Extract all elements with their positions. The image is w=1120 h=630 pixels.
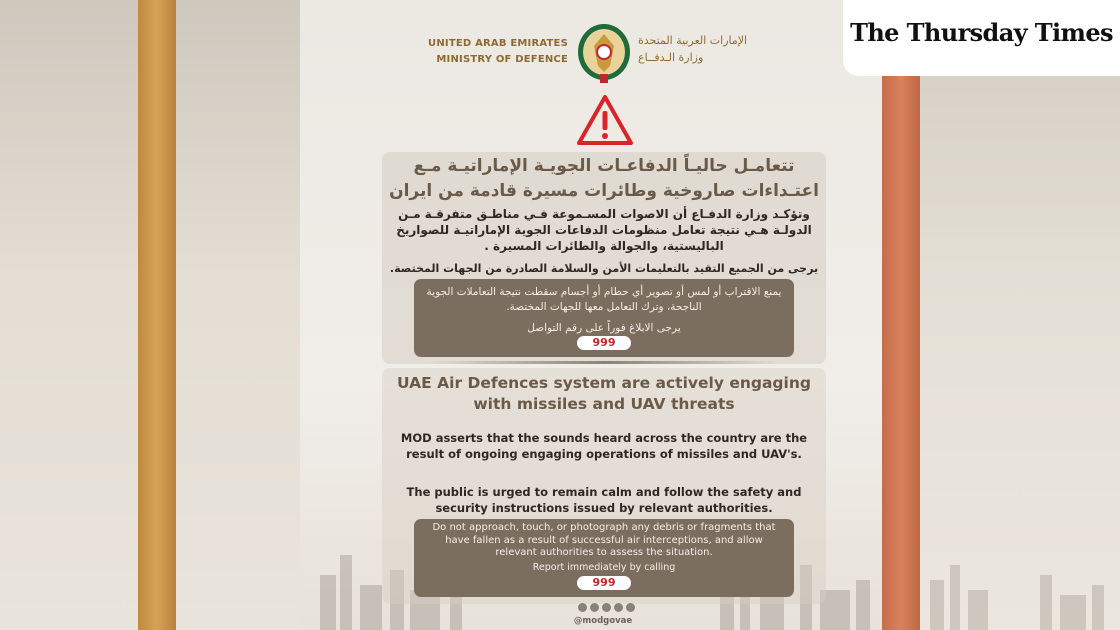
instagram-icon[interactable] (590, 603, 599, 612)
ministry-header (300, 22, 882, 92)
threads-icon[interactable] (602, 603, 611, 612)
uae-falcon-emblem (576, 22, 632, 86)
arabic-debris-warning: يمنع الاقتراب أو لمس أو تصوير أي حطام أو أجسام سقطت نتيجة التعاملات الجوية الناجحة، وترك التعامل معها للجهات المختصة. (426, 286, 782, 313)
arabic-statement: وتؤكـد وزارة الدفـاع أن الاصوات المسـموعة فـي مناطـق متفرقـة مـن الدولـة هـي نتيجة تعامل منظومات الدفاعات الجوية الإماراتيـة للصواريخ الباليستية، والجوالة والطائرات المسيرة . (396, 207, 812, 253)
publisher-masthead (843, 0, 1120, 76)
social-icons (578, 603, 635, 615)
arabic-safety-instruction: يرجى من الجميع التقيد بالتعليمات الأمن والسلامة الصادرة من الجهات المختصة. (389, 262, 819, 275)
arabic-emergency-number: 999 (577, 336, 631, 350)
english-safety-instruction: The public is urged to remain calm and follow the safety and security instructions issued by relevant authorities. (406, 485, 802, 515)
ministry-title-en: MINISTRY OF DEFENCE (436, 54, 568, 65)
copper-stripe (882, 0, 920, 630)
ministry-name-arabic (638, 32, 788, 66)
english-emergency-number: 999 (577, 576, 631, 590)
ministry-country-ar: الإمارات العربية المتحدة (638, 34, 748, 47)
english-report-text: Report immediately by calling (532, 562, 676, 573)
ministry-country-en: UNITED ARAB EMIRATES (428, 38, 568, 49)
social-handle[interactable]: @modgovae (573, 616, 633, 626)
arabic-report-text: يرجى الابلاغ فوراً على رقم التواصل (527, 322, 681, 334)
gold-stripe (138, 0, 176, 630)
youtube-icon[interactable] (626, 603, 635, 612)
english-notice-box (414, 519, 794, 597)
publisher-logo[interactable]: The Thursday Times (850, 18, 1113, 47)
facebook-icon[interactable] (614, 603, 623, 612)
x-icon[interactable] (578, 603, 587, 612)
city-skyline-right (920, 560, 1120, 630)
ministry-title-ar: وزارة الـدفــاع (638, 51, 704, 64)
arabic-headline: تتعامـل حاليـاً الدفاعـات الجويـة الإماراتيـة مـع اعتـداءات صاروخية وطائرات مسيرة قادمة من ايران (389, 156, 819, 201)
ministry-name-english (420, 36, 568, 68)
section-divider (430, 361, 780, 364)
arabic-notice-box (414, 279, 794, 357)
english-debris-warning: Do not approach, touch, or photograph any debris or fragments that have fallen as a result of successful air interceptions, and allow relevant authorities to assess the situation. (432, 522, 776, 558)
english-headline: UAE Air Defences system are actively engaging with missiles and UAV threats (397, 374, 811, 413)
english-statement: MOD asserts that the sounds heard across the country are the result of ongoing engaging operations of missiles and UAV's. (400, 431, 808, 461)
warning-icon (576, 94, 634, 146)
